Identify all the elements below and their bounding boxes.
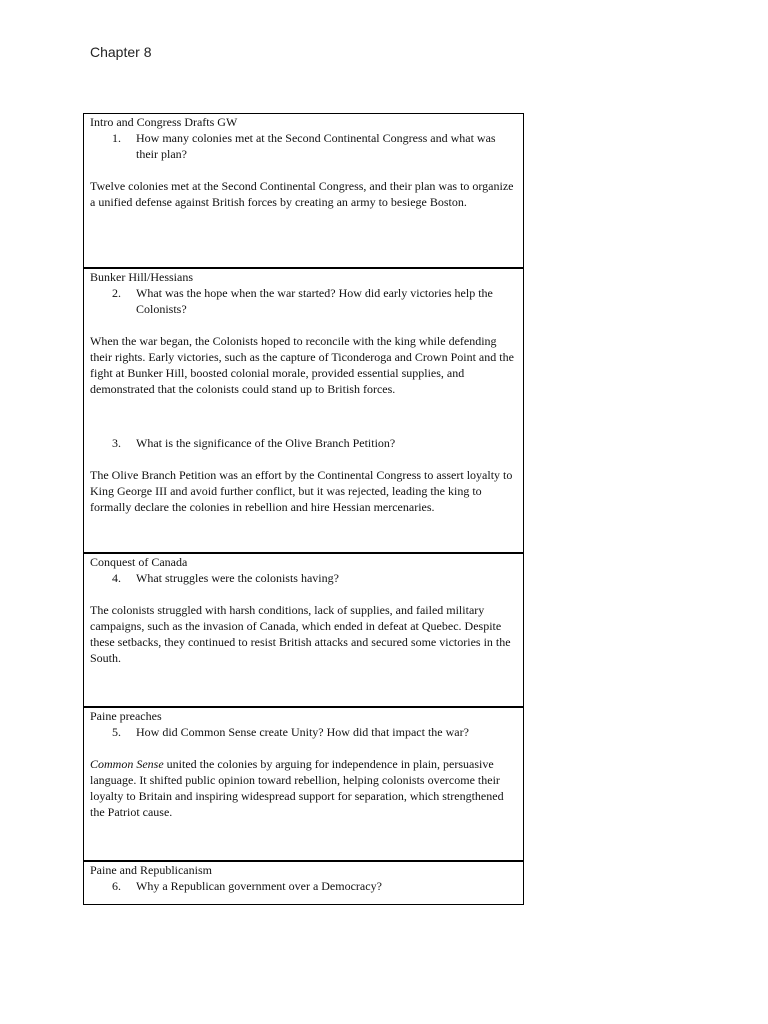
spacer — [90, 397, 517, 435]
question-item — [90, 285, 517, 317]
section-heading: Conquest of Canada — [90, 555, 188, 569]
section-cell — [84, 114, 524, 269]
question-text: What is the significance of the Olive Branch Petition? — [136, 436, 396, 450]
question-number: 3. — [112, 436, 121, 450]
answer-body: united the colonies by arguing for independence in plain, persuasive language. It shifted public opinion toward rebellion, helping colonists overcome their loyalty to Britain and inspiring widespread support for separation, which strengthened the Patriot cause. — [90, 757, 504, 819]
question-item — [90, 724, 517, 740]
section-heading: Intro and Congress Drafts GW — [90, 115, 238, 129]
question-number: 5. — [112, 725, 121, 739]
question-item — [90, 435, 517, 451]
notes-table — [83, 113, 524, 905]
section-row — [84, 707, 524, 861]
section-cell — [84, 861, 524, 905]
question-text: How did Common Sense create Unity? How did that impact the war? — [136, 725, 469, 739]
answer-text: The Olive Branch Petition was an effort by the Continental Congress to assert loyalty to King George III and avoid further conflict, but it was rejected, leading the king to formally declare the colonies in rebellion and hire Hessian mercenaries. — [90, 468, 513, 514]
question-item — [90, 878, 517, 894]
section-cell — [84, 268, 524, 553]
section-heading: Bunker Hill/Hessians — [90, 270, 193, 284]
section-row — [84, 861, 524, 905]
question-number: 6. — [112, 879, 121, 893]
section-row — [84, 553, 524, 707]
answer-italic-title: Common Sense — [90, 757, 164, 771]
question-item — [90, 570, 517, 586]
section-heading: Paine and Republicanism — [90, 863, 212, 877]
section-cell — [84, 707, 524, 861]
section-row — [84, 114, 524, 269]
question-item — [90, 130, 517, 162]
question-number: 4. — [112, 571, 121, 585]
section-heading: Paine preaches — [90, 709, 162, 723]
answer-text — [90, 756, 517, 820]
question-number: 2. — [112, 286, 121, 300]
question-text: How many colonies met at the Second Continental Congress and what was their plan? — [136, 131, 496, 161]
section-cell — [84, 553, 524, 707]
section-row — [84, 268, 524, 553]
page-title: Chapter 8 — [90, 44, 152, 60]
answer-text: The colonists struggled with harsh conditions, lack of supplies, and failed military campaigns, such as the invasion of Canada, which ended in defeat at Quebec. Despite these setbacks, they continued to resist British attacks and secured some victories in the South. — [90, 603, 511, 665]
answer-text: When the war began, the Colonists hoped to reconcile with the king while defending their rights. Early victories, such as the capture of Ticonderoga and Crown Point and the fight at Bunker Hill, boosted colonial morale, provided essential supplies, and demonstrated that the colonists could stand up to British forces. — [90, 334, 514, 396]
answer-text: Twelve colonies met at the Second Continental Congress, and their plan was to organize a unified defense against British forces by creating an army to besiege Boston. — [90, 179, 514, 209]
question-text: What struggles were the colonists having? — [136, 571, 339, 585]
question-text: What was the hope when the war started? How did early victories help the Colonists? — [136, 286, 493, 316]
question-number: 1. — [112, 131, 121, 145]
question-text: Why a Republican government over a Democracy? — [136, 879, 382, 893]
